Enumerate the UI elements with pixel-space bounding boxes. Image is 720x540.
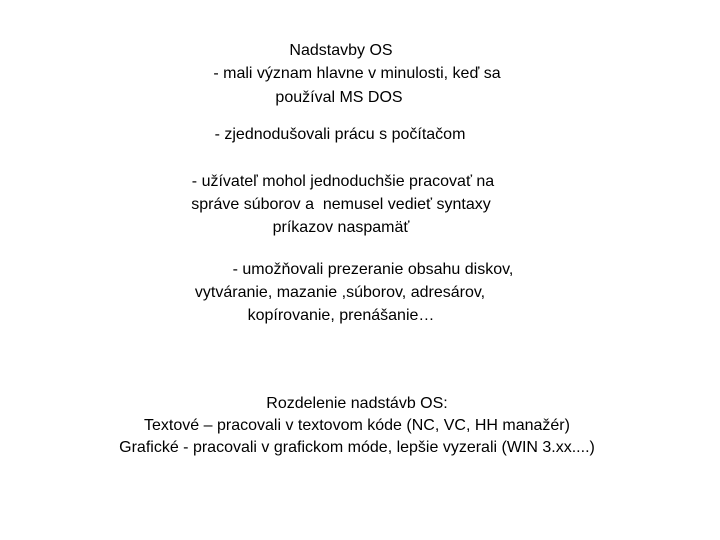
text-line: - mali význam hlavne v minulosti, keď sa — [213, 65, 501, 82]
heading-rozdelenie: Rozdelenie nadstávb OS: — [266, 395, 448, 412]
text-line: kopírovanie, prenášanie… — [247, 307, 435, 324]
text-line: - užívateľ mohol jednoduchšie pracovať na — [191, 173, 495, 190]
text-line: vytváranie, mazanie ,súborov, adresárov, — [194, 284, 486, 301]
text-line: používal MS DOS — [275, 89, 403, 106]
text-line: správe súborov a nemusel vedieť syntaxy — [191, 196, 491, 213]
text-line: - umožňovali prezeranie obsahu diskov, — [232, 261, 514, 278]
text-line-graficke: Grafické - pracovali v grafickom móde, lepšie vyzerali (WIN 3.xx....) — [119, 439, 595, 456]
text-line: - zjednodušovali prácu s počítačom — [214, 126, 466, 143]
heading-nadstavby-os: Nadstavby OS — [289, 42, 393, 59]
text-line: príkazov naspamäť — [272, 219, 410, 236]
text-line-textove: Textové – pracovali v textovom kóde (NC, VC, HH manažér) — [144, 417, 570, 434]
